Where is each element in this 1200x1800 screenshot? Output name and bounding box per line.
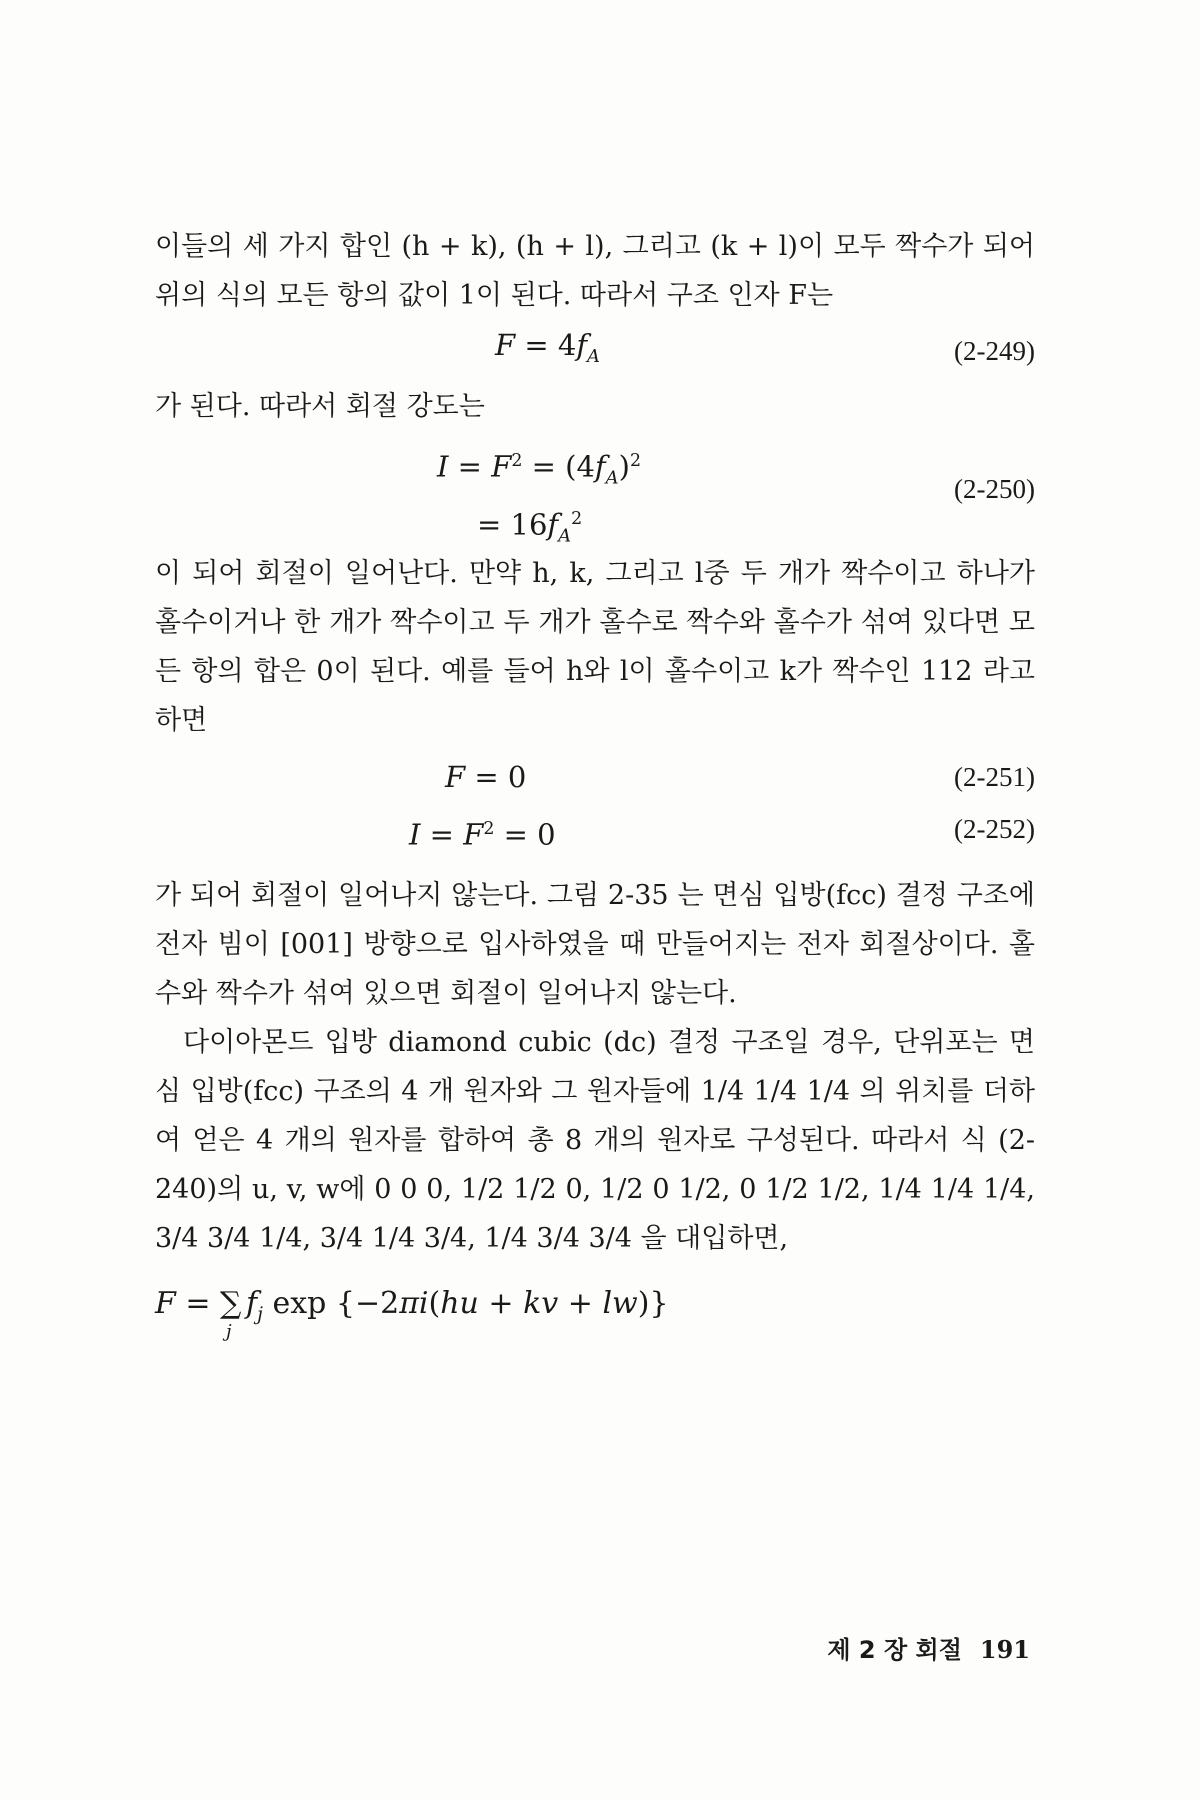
page-footer <box>827 1630 1030 1665</box>
paragraph-2: 가 된다. 따라서 회절 강도는 <box>155 391 485 422</box>
paragraph-4: 가 되어 회절이 일어나지 않는다. 그림 2-35 는 면심 입방(fcc) 결정 구조에 전자 빔이 [001] 방향으로 입사하였을 때 만들어지는 전자 회절상이다. 홀수와 짝수가 섞여 있으면 회절이 일어나지 않는다. <box>155 880 1035 1009</box>
structure-factor-equation: F = ∑ j $f_j$ exp {−2πi(hu + kv + lw)} <box>155 1279 1035 1349</box>
equation-2-250-line-2: = $16f_A^2$ <box>477 507 583 547</box>
body-text <box>155 222 1035 1349</box>
equation-number: (2-250) <box>954 474 1035 504</box>
equation-2-252 <box>155 805 1035 857</box>
summation-symbol: ∑ j <box>220 1286 242 1342</box>
equation-2-250-line-1: $I = F^2 = (4f_A)^2$ <box>437 449 642 489</box>
equation-2-250 <box>155 431 1035 549</box>
page-number: 191 <box>979 1635 1030 1664</box>
equation-2-249-expression: $F = 4f_A$ <box>495 328 601 367</box>
equation-2-252-expression: $I = F^2 = 0$ <box>409 817 556 852</box>
equation-2-249 <box>155 320 1035 382</box>
equation-2-251 <box>155 753 1035 805</box>
paragraph-5: 다이아몬드 입방 diamond cubic (dc) 결정 구조일 경우, 단위포는 면심 입방(fcc) 구조의 4 개 원자와 그 원자들에 1/4 1/4 1/4 의 위치를 더하여 얻은 4 개의 원자를 합하여 총 8 개의 원자로 구성된다. 따라서 식 (2-240)의 u, v, w에 0 0 0, 1/2 1/2 0, 1/2 0 1/2, 0 1/2 1/2, 1/4 1/4 1/4, 3/4 3/4 1/4, 3/4 1/4 3/4, 1/4 3/4 3/4 을 대입하면, <box>155 1027 1035 1254</box>
equation-2-251-expression: F = 0 <box>445 760 527 794</box>
chapter-title: 제 2 장 회절 <box>827 1636 962 1664</box>
equation-number: (2-249) <box>954 335 1035 366</box>
equation-number: (2-252) <box>954 814 1035 844</box>
paragraph-3: 이 되어 회절이 일어난다. 만약 h, k, 그리고 l중 두 개가 짝수이고 하나가 홀수이거나 한 개가 짝수이고 두 개가 홀수로 짝수와 홀수가 섞여 있다면 모든 항의 합은 0이 된다. 예를 들어 h와 l이 홀수이고 k가 짝수인 112 라고 하면 <box>155 558 1035 736</box>
equation-number: (2-251) <box>954 762 1035 792</box>
paragraph-1: 이들의 세 가지 합인 (h + k), (h + l), 그리고 (k + l)이 모두 짝수가 되어 위의 식의 모든 항의 값이 1이 된다. 따라서 구조 인자 F는 <box>155 231 1035 311</box>
